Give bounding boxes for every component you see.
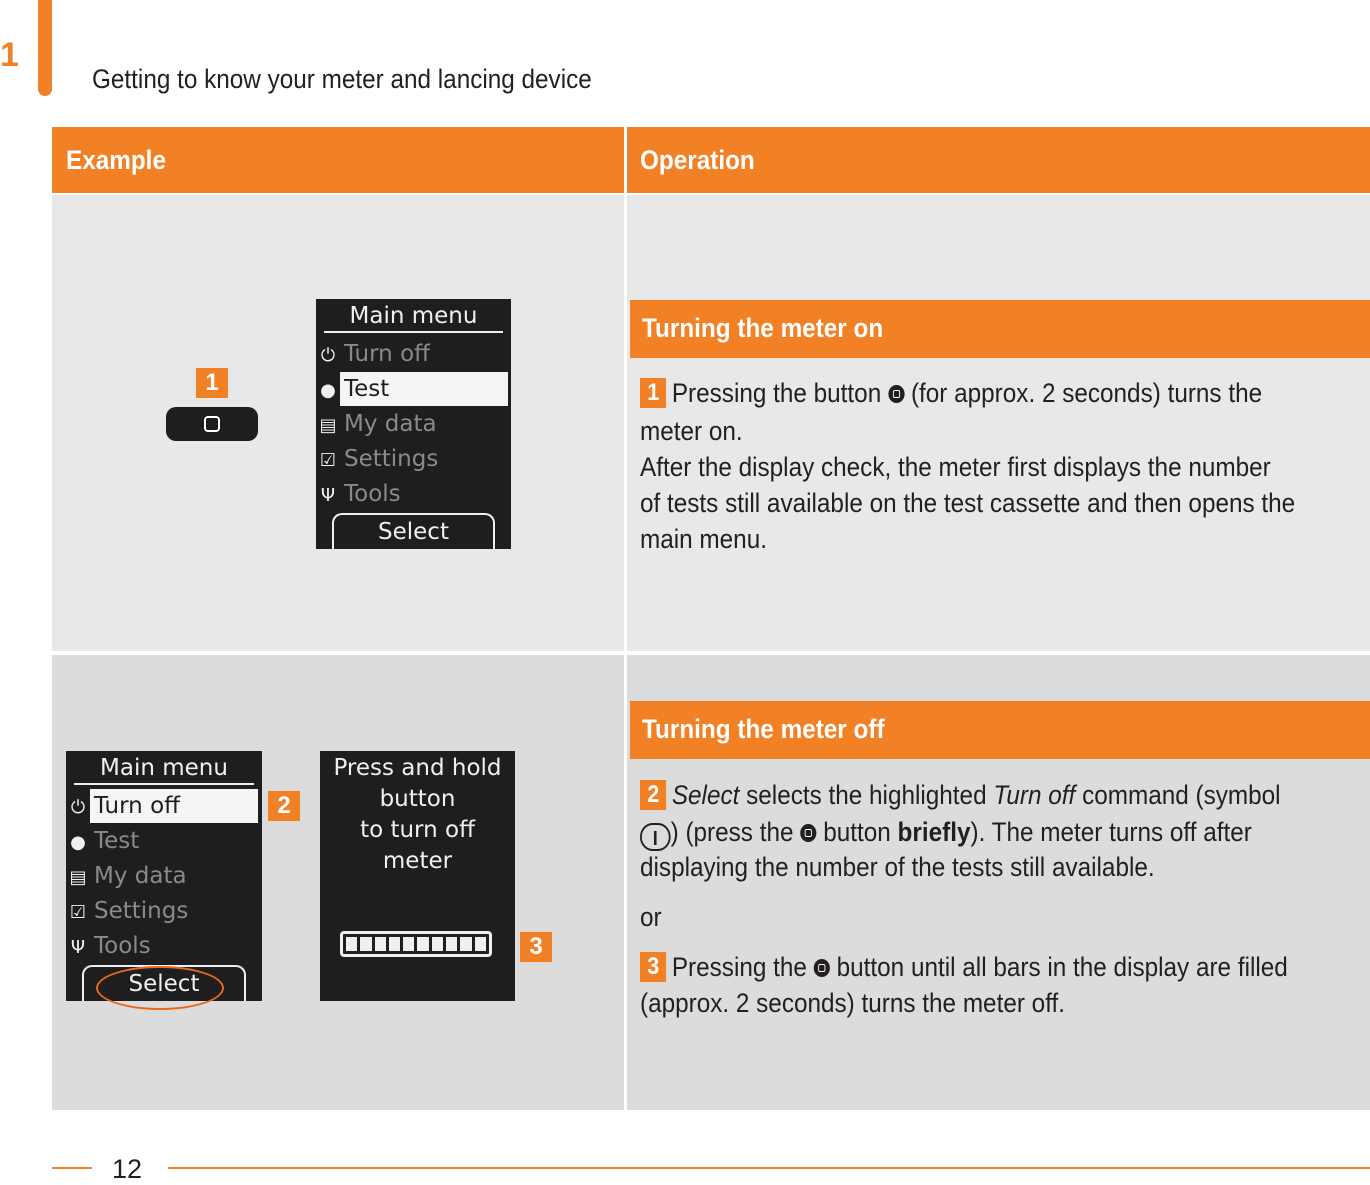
hold-message: Press and hold button to turn off meter bbox=[333, 755, 502, 874]
screen-title: Main menu bbox=[100, 755, 228, 781]
step-2-text-line: displaying the number of the tests still available. bbox=[640, 852, 1155, 882]
meter-screen-main-menu bbox=[316, 299, 511, 549]
meter-screen-main-menu-turn-off bbox=[66, 751, 262, 1001]
power-symbol-icon: I bbox=[640, 823, 671, 851]
step-1-text-line: meter on. bbox=[640, 416, 743, 446]
screen-select-button: Select bbox=[332, 513, 495, 549]
page-header: Getting to know your meter and lancing device bbox=[92, 64, 592, 94]
step-1-text-line: of tests still available on the test cassette and then opens the bbox=[640, 488, 1296, 518]
progress-bar bbox=[340, 931, 492, 957]
menu-item-test: ● Test bbox=[316, 372, 508, 406]
section-heading: Turning the meter on bbox=[642, 313, 884, 343]
menu-item-tools: Ψ Tools bbox=[66, 929, 155, 963]
meter-screen-hold bbox=[320, 751, 515, 1001]
data-icon: ▤ bbox=[319, 415, 337, 436]
meter-button-icon bbox=[166, 407, 258, 441]
wrench-icon: Ψ bbox=[320, 485, 336, 506]
menu-item-my-data: ▤ My data bbox=[316, 407, 441, 441]
column-header-operation: Operation bbox=[640, 145, 755, 175]
select-highlight-circle bbox=[96, 966, 224, 1010]
step-number-badge: 3 bbox=[640, 952, 666, 982]
callout-2: 2 bbox=[268, 791, 300, 821]
power-icon: ⏻ bbox=[320, 345, 336, 366]
button-icon bbox=[800, 824, 816, 842]
menu-item-test: ● Test bbox=[66, 824, 143, 858]
page-number: 12 bbox=[112, 1154, 143, 1184]
table-row bbox=[52, 655, 1370, 1110]
column-header-example: Example bbox=[66, 145, 166, 175]
table-header bbox=[52, 127, 1370, 193]
data-icon: ▤ bbox=[69, 867, 87, 888]
menu-item-turn-off: ⏻ Turn off bbox=[316, 337, 434, 371]
checkbox-icon: ☑ bbox=[319, 450, 337, 471]
menu-item-tools: Ψ Tools bbox=[316, 477, 405, 511]
checkbox-icon: ☑ bbox=[69, 902, 87, 923]
screen-select-button: Select bbox=[82, 965, 246, 1001]
footer-rule bbox=[168, 1167, 1370, 1169]
step-number-badge: 1 bbox=[640, 378, 666, 408]
wrench-icon: Ψ bbox=[70, 937, 86, 958]
chapter-tab bbox=[38, 0, 52, 96]
step-3-text-line: (approx. 2 seconds) turns the meter off. bbox=[640, 988, 1066, 1018]
menu-item-settings: ☑ Settings bbox=[66, 894, 192, 928]
step-2-text: 2 Select selects the highlighted Turn off command (symbol bbox=[640, 777, 1297, 813]
section-heading: Turning the meter off bbox=[642, 714, 885, 744]
callout-1: 1 bbox=[196, 368, 228, 398]
table-row bbox=[52, 195, 1370, 651]
section-heading-bar bbox=[630, 300, 1370, 358]
callout-3: 3 bbox=[520, 932, 552, 962]
step-3-text: 3 Pressing the button until all bars in the display are filled bbox=[640, 949, 1297, 985]
button-icon bbox=[814, 959, 830, 977]
button-icon bbox=[888, 385, 904, 403]
step-1-text-line: main menu. bbox=[640, 524, 767, 554]
or-text: or bbox=[640, 902, 662, 932]
section-heading-bar bbox=[630, 701, 1370, 759]
menu-item-settings: ☑ Settings bbox=[316, 442, 442, 476]
step-1-text: 1 Pressing the button (for approx. 2 seconds) turns the bbox=[640, 375, 1297, 411]
chapter-number: 1 bbox=[0, 36, 19, 74]
menu-item-my-data: ▤ My data bbox=[66, 859, 191, 893]
drop-icon: ● bbox=[70, 832, 86, 853]
step-1-text-line: After the display check, the meter first displays the number bbox=[640, 452, 1271, 482]
power-icon: ⏻ bbox=[70, 797, 86, 818]
step-number-badge: 2 bbox=[640, 780, 666, 810]
drop-icon: ● bbox=[320, 380, 336, 401]
menu-item-turn-off: ⏻ Turn off bbox=[66, 789, 258, 823]
screen-title: Main menu bbox=[349, 303, 478, 329]
footer-rule bbox=[52, 1167, 92, 1169]
step-2-text-line: I ) (press the button briefly). The meter turns off after bbox=[640, 814, 1297, 851]
